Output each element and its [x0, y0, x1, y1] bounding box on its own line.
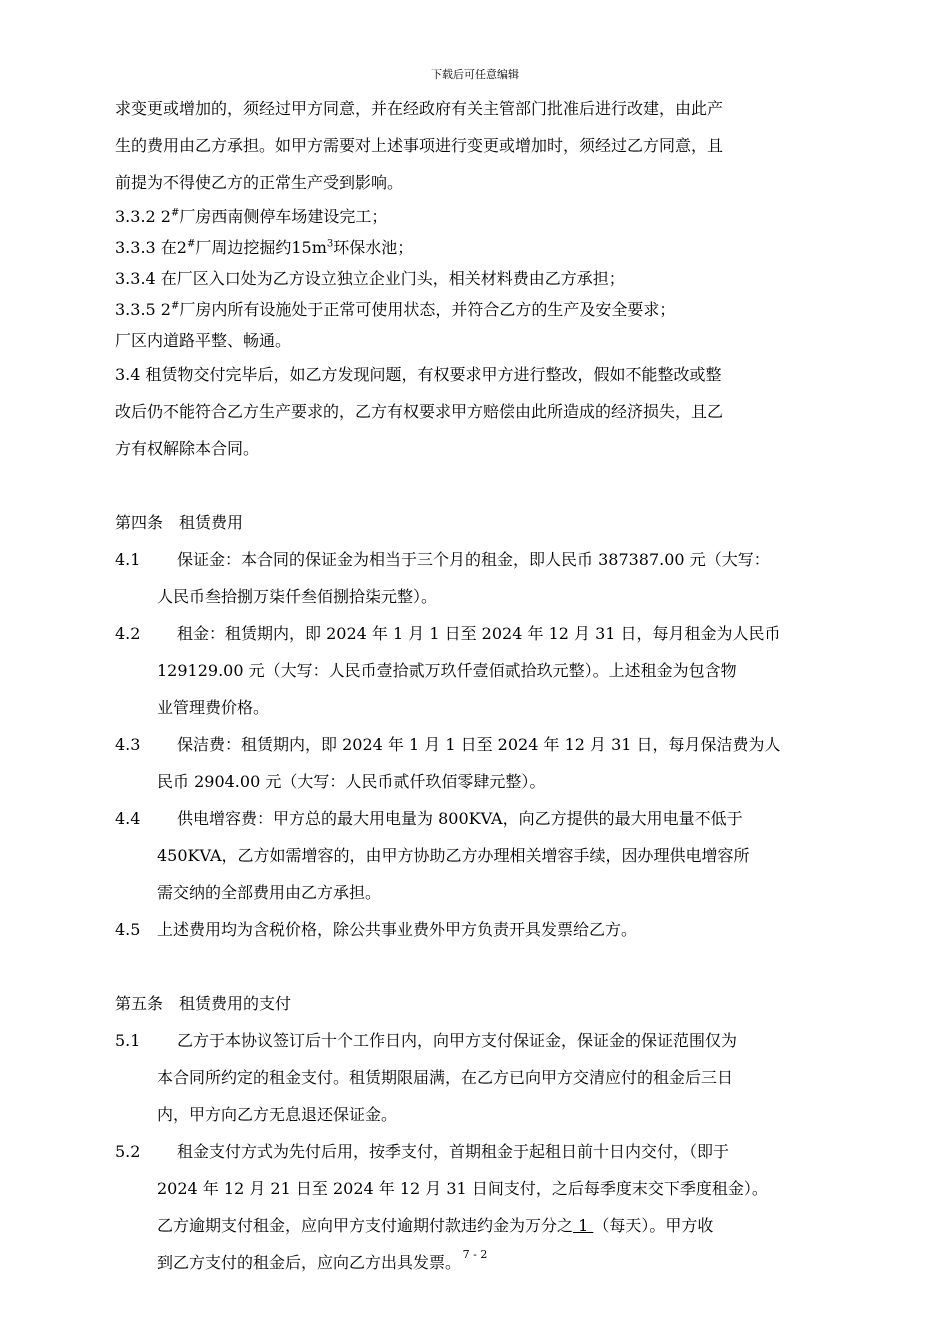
- clause-line: 到乙方支付的租金后，应向乙方出具发票。: [157, 1253, 462, 1272]
- clause-number: 4.5: [115, 920, 141, 939]
- article-5-title: 第五条 租赁费用的支付: [115, 994, 292, 1013]
- clause-text: （每天）。甲方收: [593, 1216, 714, 1235]
- clause-3-3-2: 3.3.2 2#厂房西南侧停车场建设完工；: [115, 207, 388, 226]
- clause-4-2: [115, 615, 855, 726]
- clause-line: 租金：租赁期内，即 2024 年 1 月 1 日至 2024 年 12 月 31 日，每月租金为人民币: [177, 624, 781, 643]
- clause-3-4-line: 改后仍不能符合乙方生产要求的，乙方有权要求甲方赔偿由此所造成的经济损失，且乙: [115, 402, 724, 421]
- article-4-title: 第四条 租赁费用: [115, 513, 244, 532]
- clause-line: 人民币叁拾捌万柒仟叁佰捌拾柒元整）。: [157, 587, 438, 606]
- clause-line: 129129.00 元（大写：人民币壹拾贰万玖仟壹佰贰拾玖元整）。上述租金为包含物: [157, 661, 737, 680]
- clause-line: 租金支付方式为先付后用，按季支付，首期租金于起租日前十日内交付，（即于: [177, 1142, 730, 1161]
- clause-line: 民币 2904.00 元（大写：人民币贰仟玖佰零肆元整）。: [157, 772, 546, 791]
- clause-text: 乙方逾期支付租金，应向甲方支付逾期付款违约金为万分之: [157, 1216, 574, 1235]
- page-number: 7 - 2: [462, 1248, 488, 1261]
- clause-road: 厂区内道路平整、畅通。: [115, 331, 292, 350]
- clause-line: 保洁费：租赁期内，即 2024 年 1 月 1 日至 2024 年 12 月 31 日，每月保洁费为人: [177, 735, 781, 754]
- clause-number: 4.2: [115, 624, 141, 643]
- clause-4-1: [115, 541, 855, 615]
- clause-line: 保证金：本合同的保证金为相当于三个月的租金，即人民币 387387.00 元（大写：: [177, 550, 770, 569]
- clause-line: 上述费用均为含税价格，除公共事业费外甲方负责开具发票给乙方。: [157, 920, 638, 939]
- clause-4-5: [115, 911, 855, 948]
- clause-line: 450KVA，乙方如需增容的，由甲方协助乙方办理相关增容手续，因办理供电增容所: [157, 846, 750, 865]
- clause-3-4-line: 方有权解除本合同。: [115, 439, 260, 458]
- clause-3-4-line: 3.4 租赁物交付完毕后，如乙方发现问题，有权要求甲方进行整改，假如不能整改或整: [115, 365, 722, 384]
- clause-line: 业管理费价格。: [157, 698, 270, 717]
- clause-number: 4.4: [115, 809, 141, 828]
- clause-line: 内，甲方向乙方无息退还保证金。: [157, 1105, 398, 1124]
- intro-line: 求变更或增加的，须经过甲方同意，并在经政府有关主管部门批准后进行改建，由此产: [115, 99, 724, 118]
- clause-4-3: [115, 726, 855, 800]
- clause-line: 供电增容费：甲方总的最大用电量为 800KVA，向乙方提供的最大用电量不低于: [177, 809, 743, 828]
- clause-3-3-5: 3.3.5 2#厂房内所有设施处于正常可使用状态，并符合乙方的生产及安全要求；: [115, 300, 676, 319]
- clause-number: 4.1: [115, 550, 141, 569]
- clause-3-3-3: 3.3.3 在2#厂周边挖掘约$15m^3$环保水池；: [115, 238, 414, 257]
- intro-line: 前提为不得使乙方的正常生产受到影响。: [115, 173, 404, 192]
- clause-number: 4.3: [115, 735, 141, 754]
- clause-3-3-4: 3.3.4 在厂区入口处为乙方设立独立企业门头，相关材料费由乙方承担；: [115, 269, 625, 288]
- penalty-rate-blank: 1: [573, 1216, 594, 1235]
- clause-4-4: [115, 800, 855, 911]
- clause-line: 需交纳的全部费用由乙方承担。: [157, 883, 382, 902]
- clause-line-with-blank: [157, 1207, 855, 1244]
- clause-number: 5.2: [115, 1142, 141, 1161]
- clause-line: 2024 年 12 月 21 日至 2024 年 12 月 31 日间支付，之后每季度末交下季度租金）。: [157, 1179, 768, 1198]
- clause-5-1: [115, 1022, 855, 1133]
- document-body: [115, 90, 855, 1281]
- clause-line: 本合同所约定的租金支付。租赁期限届满，在乙方已向甲方交清应付的租金后三日: [157, 1068, 734, 1087]
- clause-number: 5.1: [115, 1031, 141, 1050]
- page-header: 下载后可任意编辑: [431, 68, 519, 81]
- intro-line: 生的费用由乙方承担。如甲方需要对上述事项进行变更或增加时，须经过乙方同意，且: [115, 136, 724, 155]
- clause-line: 乙方于本协议签订后十个工作日内，向甲方支付保证金，保证金的保证范围仅为: [177, 1031, 738, 1050]
